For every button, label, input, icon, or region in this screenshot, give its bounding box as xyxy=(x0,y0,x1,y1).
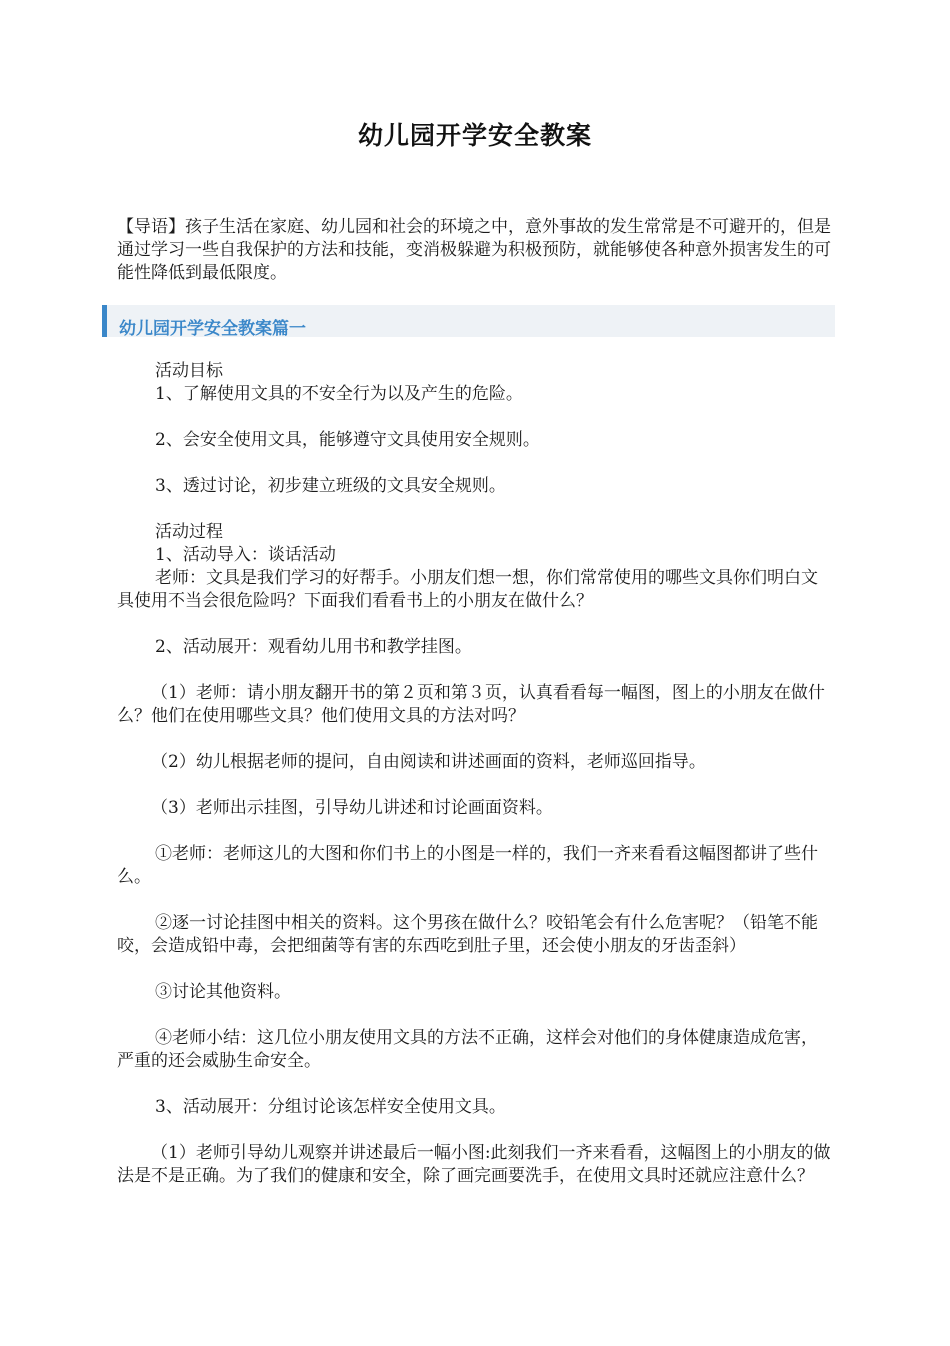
paragraph-activity-goals: 活动目标 xyxy=(155,361,223,381)
document-title: 幼儿园开学安全教案 xyxy=(357,121,592,150)
paragraph-step-3-1: （1）老师引导幼儿观察并讲述最后一幅小图:此刻我们一齐来看看，这幅图上的小朋友的做法是不是正确。为了我们的健康和安全，除了画完画要洗手，在使用文具时还就应注意什么？ xyxy=(117,1143,831,1186)
paragraph-step-1: 1、活动导入：谈话活动 xyxy=(155,545,336,565)
paragraph-circle-1: ①老师：老师这儿的大图和你们书上的小图是一样的，我们一齐来看看这幅图都讲了些什么。 xyxy=(117,844,818,887)
paragraph-activity-process: 活动过程 xyxy=(155,522,223,542)
paragraph-step-2-1: （1）老师：请小朋友翻开书的第２页和第３页，认真看看每一幅图，图上的小朋友在做什么？他们在使用哪些文具？他们使用文具的方法对吗？ xyxy=(117,683,825,726)
paragraph-step-2: 2、活动展开：观看幼儿用书和教学挂图。 xyxy=(155,637,472,657)
paragraph-step-2-3: （3）老师出示挂图，引导幼儿讲述和讨论画面资料。 xyxy=(151,798,553,818)
paragraph-circle-4: ④老师小结：这几位小朋友使用文具的方法不正确，这样会对他们的身体健康造成危害，严重的还会威胁生命安全。 xyxy=(117,1028,818,1071)
intro-paragraph: 【导语】孩子生活在家庭、幼儿园和社会的环境之中，意外事故的发生常常是不可避开的，但是通过学习一些自我保护的方法和技能，变消极躲避为积极预防，就能够使各种意外损害发生的可能性降低到最低限度。 xyxy=(117,217,831,283)
paragraph-goal-2: 2、会安全使用文具，能够遵守文具使用安全规则。 xyxy=(155,430,540,450)
paragraph-goal-1: 1、了解使用文具的不安全行为以及产生的危险。 xyxy=(155,384,523,404)
section-heading xyxy=(102,305,835,337)
paragraph-teacher-intro: 老师：文具是我们学习的好帮手。小朋友们想一想，你们常常使用的哪些文具你们明白文具使用不当会很危险吗？下面我们看看书上的小朋友在做什么？ xyxy=(117,568,818,611)
paragraph-circle-2: ②逐一讨论挂图中相关的资料。这个男孩在做什么？咬铅笔会有什么危害呢？（铅笔不能咬，会造成铅中毒，会把细菌等有害的东西吃到肚子里，还会使小朋友的牙齿歪斜） xyxy=(117,913,818,956)
paragraph-step-3: 3、活动展开：分组讨论该怎样安全使用文具。 xyxy=(155,1097,506,1117)
section-heading-text: 幼儿园开学安全教案篇一 xyxy=(119,319,306,339)
paragraph-goal-3: 3、透过讨论，初步建立班级的文具安全规则。 xyxy=(155,476,506,496)
paragraph-step-2-2: （2）幼儿根据老师的提问，自由阅读和讲述画面的资料，老师巡回指导。 xyxy=(151,752,706,772)
paragraph-circle-3: ③讨论其他资料。 xyxy=(155,982,291,1002)
